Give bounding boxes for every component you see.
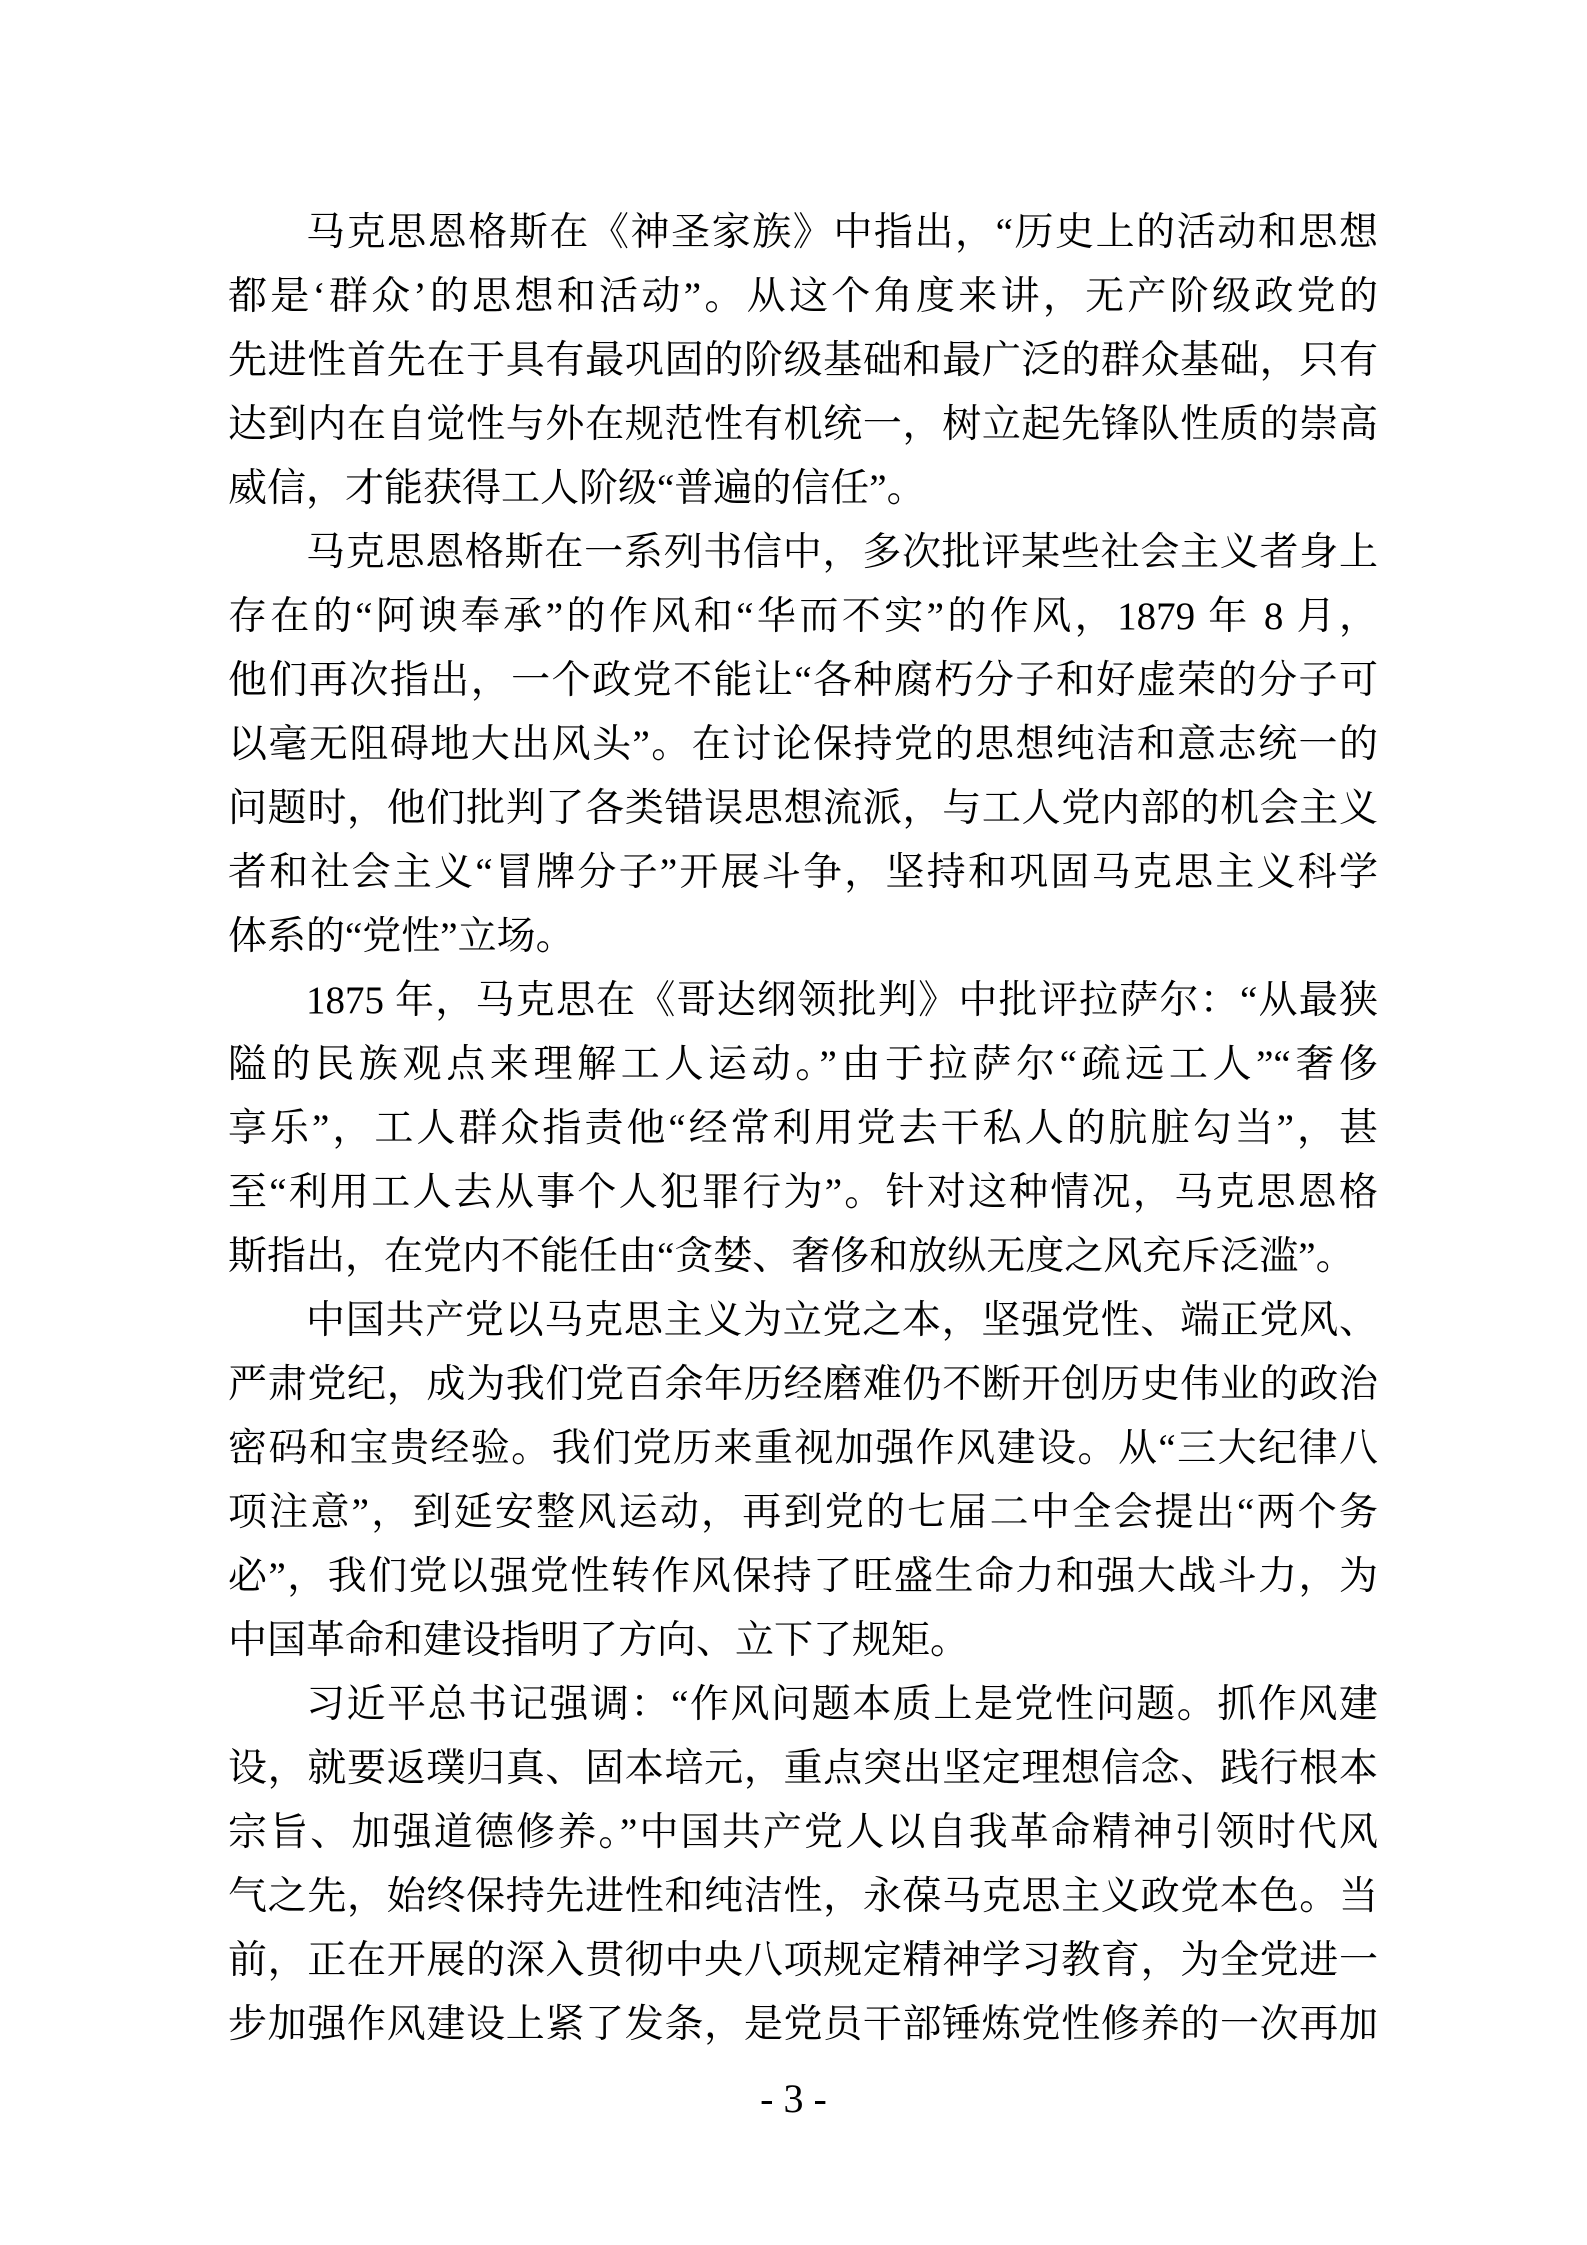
text-line: 达到内在自觉性与外在规范性有机统一，树立起先锋队性质的崇高 xyxy=(228,403,1378,446)
text-line: 斯指出，在党内不能任由“贪婪、奢侈和放纵无度之风充斥泛滥”。 xyxy=(228,1235,1355,1278)
paragraph xyxy=(228,1289,1378,1673)
text-line: 以毫无阻碍地大出风头”。在讨论保持党的思想纯洁和意志统一的 xyxy=(228,723,1378,766)
text-line: 设，就要返璞归真、固本培元，重点突出坚定理想信念、践行根本 xyxy=(228,1747,1378,1790)
text-line: 中国革命和建设指明了方向、立下了规矩。 xyxy=(228,1619,970,1662)
text-line: 享乐”，工人群众指责他“经常利用党去干私人的肮脏勾当”，甚 xyxy=(228,1107,1378,1150)
text-line: 必”，我们党以强党性转作风保持了旺盛生命力和强大战斗力，为 xyxy=(228,1555,1378,1598)
text-line: 步加强作风建设上紧了发条，是党员干部锤炼党性修养的一次再加 xyxy=(228,2003,1378,2046)
text-line: 马克思恩格斯在一系列书信中，多次批评某些社会主义者身上 xyxy=(306,531,1378,574)
text-line: 至“利用工人去从事个人犯罪行为”。针对这种情况，马克思恩格 xyxy=(228,1171,1378,1214)
text-line: 严肃党纪，成为我们党百余年历经磨难仍不断开创历史伟业的政治 xyxy=(228,1363,1378,1406)
text-line: 密码和宝贵经验。我们党历来重视加强作风建设。从“三大纪律八 xyxy=(228,1427,1378,1470)
paragraph xyxy=(228,201,1378,521)
text-line: 宗旨、加强道德修养。”中国共产党人以自我革命精神引领时代风 xyxy=(228,1811,1378,1854)
text-line: 者和社会主义“冒牌分子”开展斗争，坚持和巩固马克思主义科学 xyxy=(228,851,1378,894)
text-line: 存在的“阿谀奉承”的作风和“华而不实”的作风，1879 年 8 月， xyxy=(228,595,1378,638)
paragraph xyxy=(228,969,1378,1289)
text-line: 体系的“党性”立场。 xyxy=(228,915,575,958)
text-line: 隘的民族观点来理解工人运动。”由于拉萨尔“疏远工人”“奢侈 xyxy=(228,1043,1378,1086)
paragraph xyxy=(228,1673,1378,2057)
text-line: 问题时，他们批判了各类错误思想流派，与工人党内部的机会主义 xyxy=(228,787,1378,830)
text-line: 威信，才能获得工人阶级“普遍的信任”。 xyxy=(228,467,926,510)
text-line: 项注意”，到延安整风运动，再到党的七届二中全会提出“两个务 xyxy=(228,1491,1378,1534)
text-block xyxy=(228,201,1378,2057)
text-line: 中国共产党以马克思主义为立党之本，坚强党性、端正党风、 xyxy=(306,1299,1378,1342)
paragraph xyxy=(228,521,1378,969)
text-line: 习近平总书记强调：“作风问题本质上是党性问题。抓作风建 xyxy=(306,1683,1378,1726)
text-line: 1875 年，马克思在《哥达纲领批判》中批评拉萨尔：“从最狭 xyxy=(306,979,1378,1022)
text-line: 都是‘群众’的思想和活动”。从这个角度来讲，无产阶级政党的 xyxy=(228,275,1378,318)
text-line: 气之先，始终保持先进性和纯洁性，永葆马克思主义政党本色。当 xyxy=(228,1875,1378,1918)
text-line: 前，正在开展的深入贯彻中央八项规定精神学习教育，为全党进一 xyxy=(228,1939,1378,1982)
page-number: - 3 - xyxy=(760,2076,827,2121)
text-line: 先进性首先在于具有最巩固的阶级基础和最广泛的群众基础，只有 xyxy=(228,339,1378,382)
text-line: 他们再次指出，一个政党不能让“各种腐朽分子和好虚荣的分子可 xyxy=(228,659,1378,702)
text-line: 马克思恩格斯在《神圣家族》中指出，“历史上的活动和思想 xyxy=(306,211,1378,254)
